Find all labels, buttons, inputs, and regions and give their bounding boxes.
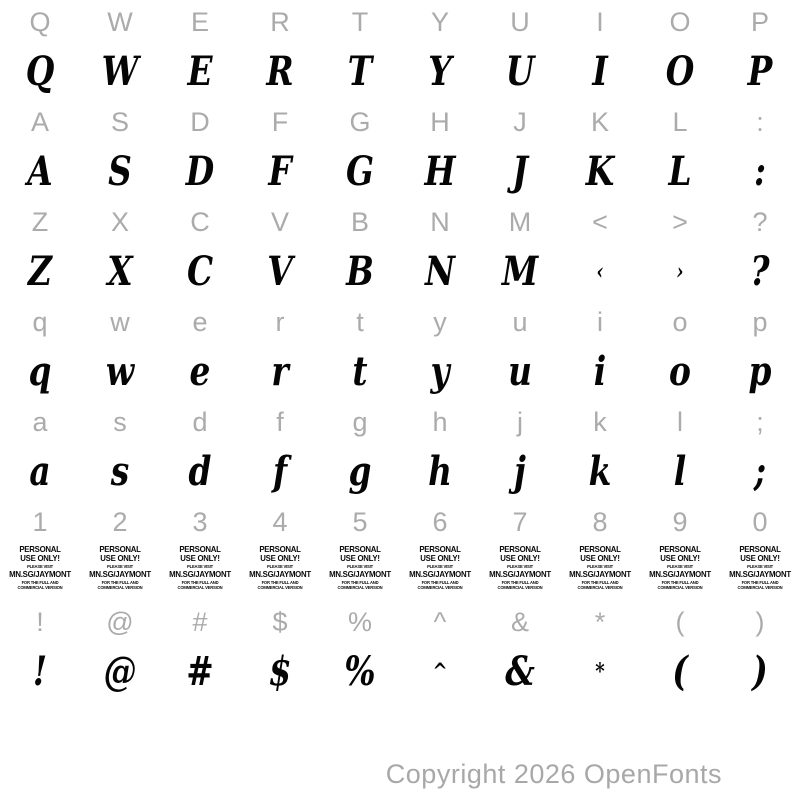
license-notice-line: USE ONLY! bbox=[500, 553, 540, 563]
license-notice-line: COMMERCIAL VERSION bbox=[257, 585, 303, 590]
license-notice-line: USE ONLY! bbox=[580, 553, 620, 563]
glyph-pair-uppercase-top-row bbox=[0, 0, 800, 100]
license-notice-line: FOR THE FULL AND bbox=[181, 579, 219, 585]
glyph-pair-lowercase-home-row bbox=[0, 400, 800, 500]
reference-row-uppercase-top-row bbox=[0, 0, 800, 44]
specimen-glyph: I bbox=[592, 48, 608, 95]
specimen-glyph: $ bbox=[268, 648, 292, 695]
reference-glyph: Q bbox=[29, 6, 51, 37]
license-notice-line: FOR THE FULL AND bbox=[101, 579, 139, 585]
specimen-glyph: › bbox=[676, 259, 684, 285]
reference-row-digits-row bbox=[0, 500, 800, 544]
license-notice-line: FOR THE FULL AND bbox=[341, 579, 379, 585]
reference-row-uppercase-bottom-row bbox=[0, 200, 800, 244]
license-notice-line: MN.SG/JAYMONT bbox=[249, 568, 311, 579]
specimen-glyph: : bbox=[753, 148, 767, 195]
license-notice-block bbox=[563, 545, 637, 599]
specimen-glyph: d bbox=[188, 448, 212, 495]
specimen-glyph: L bbox=[668, 148, 692, 195]
specimen-glyph: T bbox=[347, 48, 373, 95]
specimen-glyph: p bbox=[748, 348, 772, 395]
specimen-glyph: ‹ bbox=[596, 259, 604, 285]
reference-glyph: C bbox=[190, 206, 210, 237]
specimen-glyph: s bbox=[110, 448, 130, 495]
reference-glyph: s bbox=[113, 406, 127, 437]
specimen-glyph: & bbox=[505, 648, 535, 695]
license-notice-line: COMMERCIAL VERSION bbox=[97, 585, 143, 590]
license-notice-block bbox=[83, 545, 157, 599]
license-notice-line: FOR THE FULL AND bbox=[661, 579, 699, 585]
specimen-glyph: a bbox=[29, 448, 51, 495]
reference-glyph: k bbox=[593, 406, 607, 437]
specimen-glyph: M bbox=[501, 248, 539, 295]
reference-glyph: Z bbox=[31, 206, 49, 237]
reference-glyph: 1 bbox=[32, 506, 48, 537]
specimen-glyph: e bbox=[189, 348, 211, 395]
reference-glyph: 3 bbox=[192, 506, 208, 537]
specimen-row-uppercase-top-row bbox=[0, 44, 800, 100]
specimen-glyph: V bbox=[267, 248, 293, 295]
license-notice-line: MN.SG/JAYMONT bbox=[169, 568, 231, 579]
reference-glyph: w bbox=[110, 306, 130, 337]
reference-glyph: K bbox=[590, 106, 609, 137]
reference-glyph: ) bbox=[755, 606, 765, 637]
license-notice-line: COMMERCIAL VERSION bbox=[737, 585, 783, 590]
specimen-glyph: G bbox=[345, 148, 375, 195]
specimen-glyph: ? bbox=[750, 248, 770, 295]
reference-glyph: p bbox=[752, 306, 768, 337]
specimen-glyph: J bbox=[512, 148, 528, 195]
specimen-glyph: l bbox=[673, 448, 687, 495]
reference-glyph: F bbox=[271, 106, 289, 137]
reference-glyph: r bbox=[275, 306, 285, 337]
reference-glyph: S bbox=[110, 106, 129, 137]
specimen-glyph: ) bbox=[752, 648, 768, 695]
reference-glyph: t bbox=[356, 306, 364, 337]
license-notice-block bbox=[323, 545, 397, 599]
license-notice-line: PLEASE VISIT bbox=[267, 564, 293, 569]
specimen-glyph: O bbox=[665, 48, 695, 95]
license-notice-block bbox=[163, 545, 237, 599]
license-notice-line: PLEASE VISIT bbox=[187, 564, 213, 569]
reference-glyph: ; bbox=[756, 406, 764, 437]
reference-glyph: ( bbox=[675, 606, 685, 637]
license-notice-line: MN.SG/JAYMONT bbox=[569, 568, 631, 579]
specimen-glyph: F bbox=[268, 148, 292, 195]
specimen-glyph: w bbox=[105, 348, 135, 395]
glyph-pair-uppercase-home-row bbox=[0, 100, 800, 200]
license-notice-line: FOR THE FULL AND bbox=[261, 579, 299, 585]
reference-glyph: N bbox=[430, 206, 450, 237]
license-notice-line: PLEASE VISIT bbox=[427, 564, 453, 569]
specimen-glyph: ! bbox=[32, 648, 48, 695]
reference-glyph: h bbox=[432, 406, 448, 437]
license-notice-line: MN.SG/JAYMONT bbox=[9, 568, 71, 579]
reference-glyph: # bbox=[192, 606, 208, 637]
reference-glyph: e bbox=[192, 306, 208, 337]
license-notice-line: PERSONAL bbox=[579, 544, 621, 554]
license-notice-line: FOR THE FULL AND bbox=[21, 579, 59, 585]
license-notice-line: MN.SG/JAYMONT bbox=[729, 568, 791, 579]
license-notice-block bbox=[243, 545, 317, 599]
glyph-pair-symbols-row bbox=[0, 600, 800, 700]
reference-glyph: M bbox=[508, 206, 532, 237]
specimen-glyph: @ bbox=[103, 648, 137, 695]
license-notice-line: MN.SG/JAYMONT bbox=[649, 568, 711, 579]
specimen-row-lowercase-top-row bbox=[0, 344, 800, 400]
glyph-pair-lowercase-top-row bbox=[0, 300, 800, 400]
reference-glyph: j bbox=[517, 406, 523, 437]
reference-glyph: ! bbox=[36, 606, 44, 637]
reference-row-lowercase-top-row bbox=[0, 300, 800, 344]
reference-row-lowercase-home-row bbox=[0, 400, 800, 444]
license-notice-line: FOR THE FULL AND bbox=[581, 579, 619, 585]
specimen-glyph: E bbox=[187, 48, 213, 95]
reference-glyph: f bbox=[276, 406, 284, 437]
specimen-row-lowercase-home-row bbox=[0, 444, 800, 500]
specimen-glyph: ( bbox=[672, 648, 688, 695]
reference-glyph: u bbox=[512, 306, 528, 337]
license-notice-line: COMMERCIAL VERSION bbox=[657, 585, 703, 590]
license-notice-line: FOR THE FULL AND bbox=[741, 579, 779, 585]
license-notice-block bbox=[3, 545, 77, 599]
specimen-glyph: ; bbox=[753, 448, 767, 495]
license-notice-line: PERSONAL bbox=[419, 544, 461, 554]
license-notice-line: COMMERCIAL VERSION bbox=[337, 585, 383, 590]
license-notice-line: FOR THE FULL AND bbox=[501, 579, 539, 585]
license-notice-line: USE ONLY! bbox=[180, 553, 220, 563]
license-notice-line: PLEASE VISIT bbox=[667, 564, 693, 569]
reference-glyph: X bbox=[110, 206, 129, 237]
license-notice-block bbox=[483, 545, 557, 599]
specimen-glyph: S bbox=[108, 148, 132, 195]
reference-glyph: o bbox=[672, 306, 688, 337]
reference-row-uppercase-home-row bbox=[0, 100, 800, 144]
license-notice-line: MN.SG/JAYMONT bbox=[329, 568, 391, 579]
specimen-glyph: f bbox=[272, 448, 288, 495]
reference-glyph: d bbox=[192, 406, 208, 437]
specimen-glyph: # bbox=[186, 648, 214, 695]
license-notice-line: USE ONLY! bbox=[100, 553, 140, 563]
reference-glyph: I bbox=[596, 6, 604, 37]
reference-glyph: q bbox=[32, 306, 48, 337]
reference-glyph: > bbox=[672, 206, 688, 237]
specimen-glyph: h bbox=[428, 448, 452, 495]
specimen-glyph: U bbox=[505, 48, 535, 95]
reference-glyph: * bbox=[594, 606, 606, 637]
specimen-glyph: Y bbox=[428, 48, 452, 95]
copyright-text: Copyright 2026 OpenFonts bbox=[385, 759, 722, 789]
specimen-glyph: Q bbox=[25, 48, 55, 95]
reference-glyph: J bbox=[513, 106, 527, 137]
specimen-glyph: W bbox=[101, 48, 139, 95]
reference-glyph: $ bbox=[272, 606, 288, 637]
license-notice-line: FOR THE FULL AND bbox=[421, 579, 459, 585]
license-notice-block bbox=[643, 545, 717, 599]
reference-glyph: P bbox=[750, 6, 769, 37]
reference-glyph: O bbox=[669, 6, 691, 37]
reference-glyph: ? bbox=[752, 206, 768, 237]
specimen-row-uppercase-home-row bbox=[0, 144, 800, 200]
license-notice-line: PLEASE VISIT bbox=[587, 564, 613, 569]
license-notice-line: MN.SG/JAYMONT bbox=[89, 568, 151, 579]
license-notice-line: USE ONLY! bbox=[340, 553, 380, 563]
reference-glyph: D bbox=[190, 106, 210, 137]
license-notice-line: USE ONLY! bbox=[20, 553, 60, 563]
specimen-glyph: o bbox=[669, 348, 691, 395]
specimen-glyph: j bbox=[514, 448, 526, 495]
reference-glyph: L bbox=[672, 106, 688, 137]
license-notice-line: PERSONAL bbox=[339, 544, 381, 554]
license-notice-line: COMMERCIAL VERSION bbox=[497, 585, 543, 590]
specimen-glyph: C bbox=[186, 248, 214, 295]
specimen-glyph: R bbox=[266, 48, 294, 95]
specimen-glyph: q bbox=[28, 348, 52, 395]
glyph-pair-uppercase-bottom-row bbox=[0, 200, 800, 300]
reference-glyph: U bbox=[510, 6, 530, 37]
license-notice-line: MN.SG/JAYMONT bbox=[409, 568, 471, 579]
specimen-glyph: r bbox=[271, 348, 289, 395]
license-notice-line: PLEASE VISIT bbox=[347, 564, 373, 569]
license-notice-block bbox=[723, 545, 797, 599]
specimen-row-uppercase-bottom-row bbox=[0, 244, 800, 300]
reference-glyph: T bbox=[351, 6, 369, 37]
license-notice-line: PERSONAL bbox=[259, 544, 301, 554]
specimen-row-digits-row bbox=[0, 544, 800, 600]
reference-glyph: l bbox=[677, 406, 683, 437]
specimen-glyph: ^ bbox=[432, 659, 448, 685]
reference-row-symbols-row bbox=[0, 600, 800, 644]
license-notice-line: PERSONAL bbox=[739, 544, 781, 554]
specimen-glyph: i bbox=[593, 348, 607, 395]
license-notice-line: PERSONAL bbox=[179, 544, 221, 554]
license-notice-block bbox=[403, 545, 477, 599]
specimen-glyph: H bbox=[424, 148, 456, 195]
reference-glyph: R bbox=[270, 6, 290, 37]
license-notice-line: COMMERCIAL VERSION bbox=[417, 585, 463, 590]
reference-glyph: g bbox=[352, 406, 368, 437]
specimen-glyph: D bbox=[185, 148, 215, 195]
license-notice-line: PERSONAL bbox=[99, 544, 141, 554]
license-notice-line: COMMERCIAL VERSION bbox=[17, 585, 63, 590]
reference-glyph: 6 bbox=[432, 506, 448, 537]
license-notice-line: PERSONAL bbox=[659, 544, 701, 554]
license-notice-line: USE ONLY! bbox=[740, 553, 780, 563]
reference-glyph: ^ bbox=[433, 606, 447, 637]
reference-glyph: V bbox=[270, 206, 289, 237]
specimen-glyph: B bbox=[346, 248, 374, 295]
specimen-glyph: u bbox=[508, 348, 532, 395]
reference-glyph: G bbox=[349, 106, 371, 137]
reference-glyph: E bbox=[190, 6, 209, 37]
reference-glyph: 0 bbox=[752, 506, 768, 537]
reference-glyph: Y bbox=[430, 6, 449, 37]
specimen-glyph: % bbox=[344, 648, 376, 695]
reference-glyph: 4 bbox=[272, 506, 288, 537]
specimen-glyph: P bbox=[747, 48, 773, 95]
glyph-pair-digits-row bbox=[0, 500, 800, 600]
reference-glyph: i bbox=[597, 306, 603, 337]
reference-glyph: B bbox=[350, 206, 369, 237]
license-notice-line: USE ONLY! bbox=[420, 553, 460, 563]
reference-glyph: A bbox=[30, 106, 49, 137]
license-notice-line: PLEASE VISIT bbox=[27, 564, 53, 569]
specimen-glyph: A bbox=[27, 148, 53, 195]
license-notice-line: MN.SG/JAYMONT bbox=[489, 568, 551, 579]
reference-glyph: % bbox=[347, 606, 372, 637]
specimen-glyph: g bbox=[348, 448, 372, 495]
specimen-glyph: k bbox=[588, 448, 612, 495]
reference-glyph: 5 bbox=[352, 506, 368, 537]
reference-glyph: 2 bbox=[112, 506, 128, 537]
license-notice-line: COMMERCIAL VERSION bbox=[577, 585, 623, 590]
specimen-glyph: y bbox=[430, 348, 450, 395]
specimen-glyph: X bbox=[107, 248, 133, 295]
specimen-glyph: t bbox=[352, 348, 368, 395]
specimen-glyph: Z bbox=[28, 248, 52, 295]
reference-glyph: @ bbox=[106, 606, 134, 637]
reference-glyph: y bbox=[433, 306, 447, 337]
reference-glyph: 8 bbox=[592, 506, 608, 537]
license-notice-line: PERSONAL bbox=[499, 544, 541, 554]
license-notice-line: PLEASE VISIT bbox=[747, 564, 773, 569]
reference-glyph: < bbox=[592, 206, 608, 237]
license-notice-line: PERSONAL bbox=[19, 544, 61, 554]
reference-glyph: H bbox=[430, 106, 450, 137]
license-notice-line: PLEASE VISIT bbox=[107, 564, 133, 569]
reference-glyph: a bbox=[32, 406, 48, 437]
specimen-glyph: N bbox=[425, 248, 455, 295]
license-notice-line: COMMERCIAL VERSION bbox=[177, 585, 223, 590]
reference-glyph: & bbox=[510, 606, 529, 637]
license-notice-line: PLEASE VISIT bbox=[507, 564, 533, 569]
specimen-glyph: * bbox=[595, 659, 605, 685]
license-notice-line: USE ONLY! bbox=[660, 553, 700, 563]
specimen-glyph: K bbox=[585, 148, 615, 195]
license-notice-line: USE ONLY! bbox=[260, 553, 300, 563]
reference-glyph: : bbox=[756, 106, 764, 137]
reference-glyph: 9 bbox=[672, 506, 688, 537]
specimen-row-symbols-row bbox=[0, 644, 800, 700]
reference-glyph: W bbox=[107, 6, 133, 37]
reference-glyph: 7 bbox=[512, 506, 528, 537]
